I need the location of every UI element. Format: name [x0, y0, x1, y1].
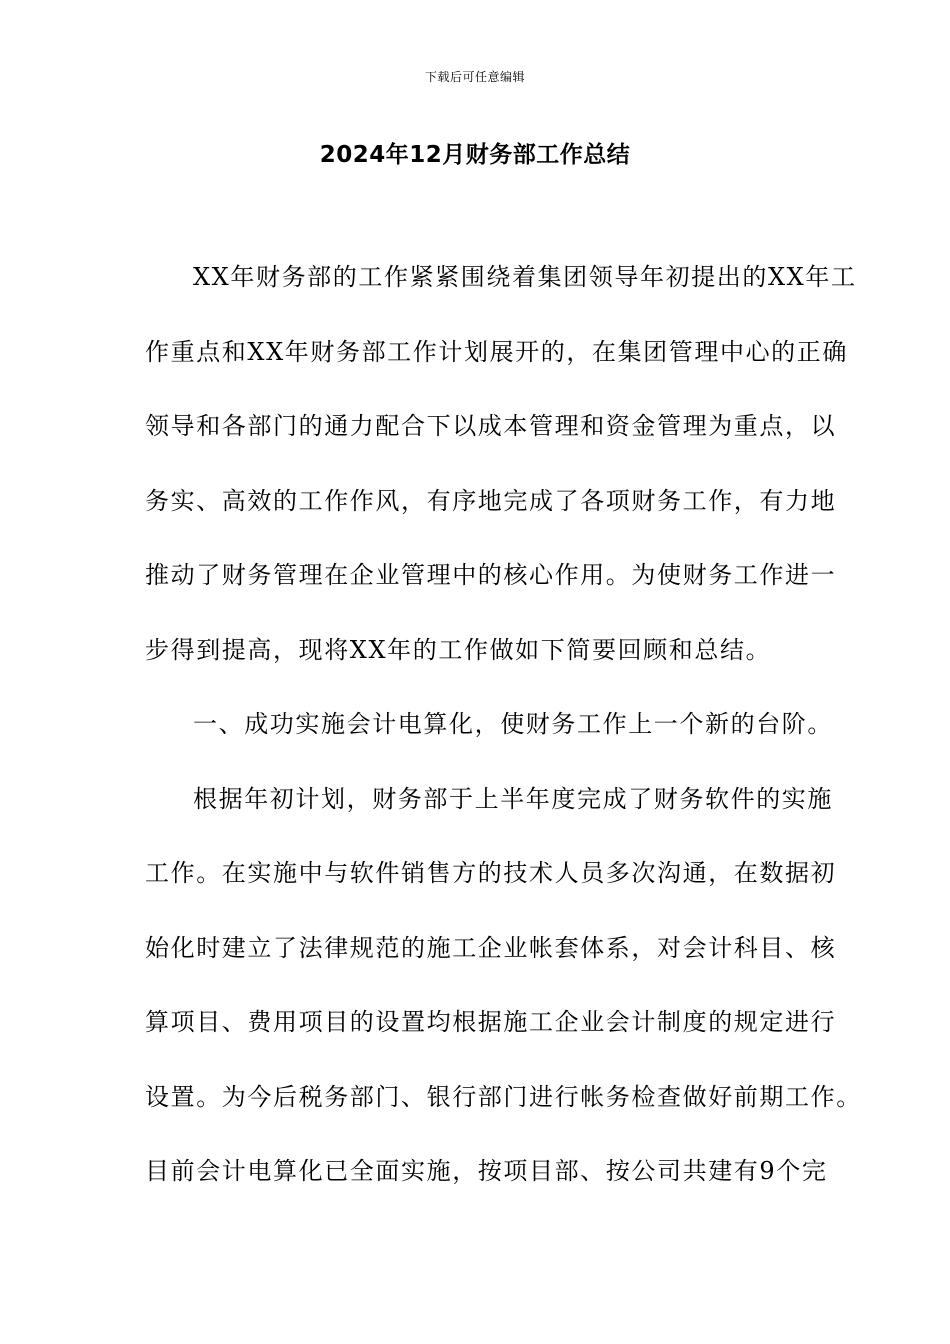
- document-title: 2024年12月财务部工作总结: [319, 142, 631, 168]
- paragraph-line: 步得到提高，现将XX年的工作做如下简要回顾和总结。: [145, 636, 772, 664]
- paragraph-line: XX年财务部的工作紧紧围绕着集团领导年初提出的XX年工: [193, 263, 857, 291]
- paragraph-line: 设置。为今后税务部门、银行部门进行帐务检查做好前期工作。: [145, 1083, 862, 1111]
- paragraph-line: 务实、高效的工作作风，有序地完成了各项财务工作，有力地: [145, 487, 837, 515]
- paragraph-line: 工作。在实施中与软件销售方的技术人员多次沟通，在数据初: [145, 859, 837, 887]
- paragraph-line: 目前会计电算化已全面实施，按项目部、按公司共建有9个完: [145, 1157, 828, 1185]
- paragraph-line: 根据年初计划，财务部于上半年度完成了财务软件的实施: [193, 785, 833, 813]
- section-heading: 一、成功实施会计电算化，使财务工作上一个新的台阶。: [193, 710, 833, 738]
- paragraph-line: 领导和各部门的通力配合下以成本管理和资金管理为重点，以: [145, 412, 837, 440]
- paragraph-line: 始化时建立了法律规范的施工企业帐套体系，对会计科目、核: [145, 934, 837, 962]
- paragraph-line: 推动了财务管理在企业管理中的核心作用。为使财务工作进一: [145, 561, 837, 589]
- header-note: 下载后可任意编辑: [424, 70, 525, 84]
- paragraph-line: 算项目、费用项目的设置均根据施工企业会计制度的规定进行: [145, 1008, 837, 1036]
- paragraph-line: 作重点和XX年财务部工作计划展开的，在集团管理中心的正确: [145, 338, 848, 366]
